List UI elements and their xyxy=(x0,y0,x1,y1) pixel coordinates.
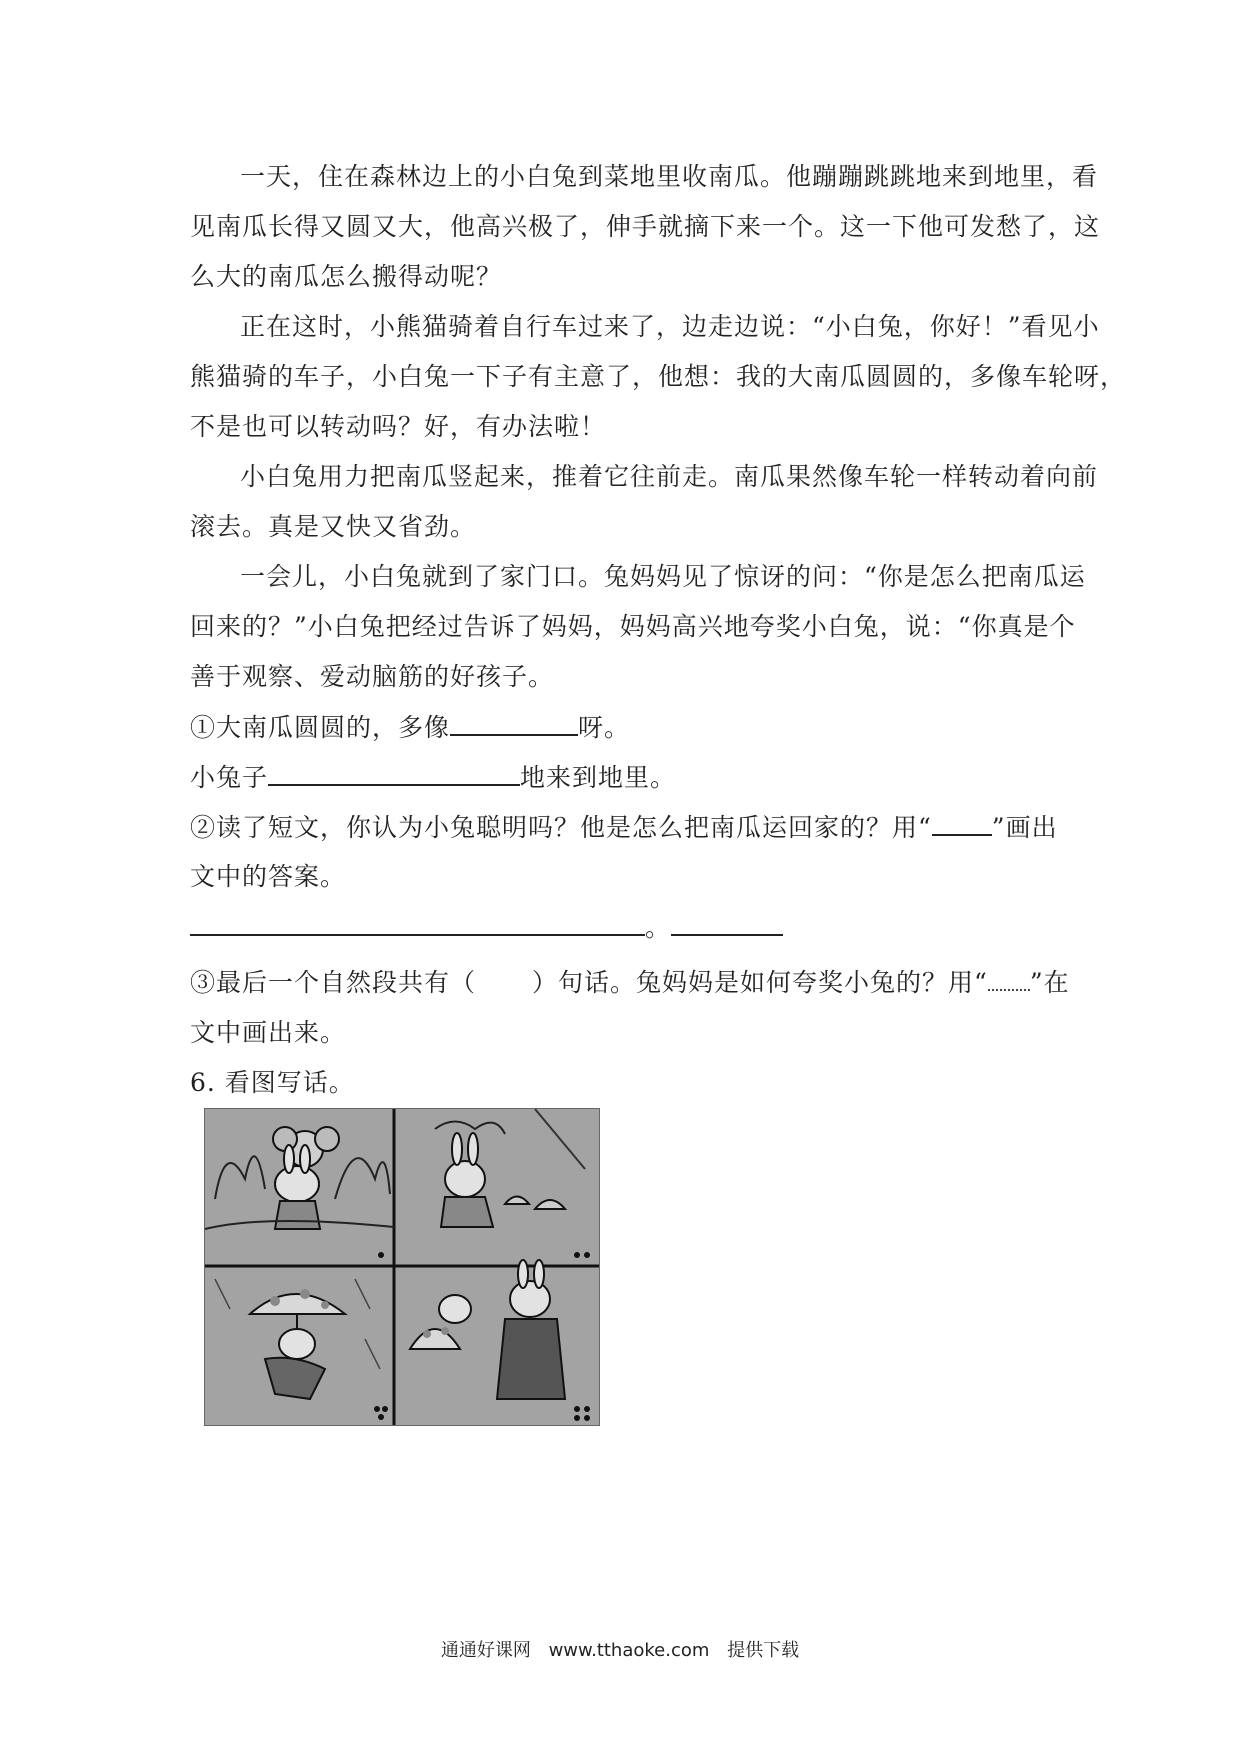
question-text: ）句话。兔妈妈是如何夸奖小兔的？用“ xyxy=(532,968,988,997)
comic-picture xyxy=(204,1108,600,1426)
question-text: 地来到地里。 xyxy=(520,763,677,792)
passage-line: 一天，住在森林边上的小白兔到菜地里收南瓜。他蹦蹦跳跳地来到地里，看 xyxy=(240,162,1099,191)
answer-blank[interactable] xyxy=(671,912,783,936)
passage-line: 滚去。真是又快又省劲。 xyxy=(190,512,477,541)
question-text: ②读了短文，你认为小兔聪明吗？他是怎么把南瓜运回家的？用“ xyxy=(190,813,932,842)
passage-line: 见南瓜长得又圆又大，他高兴极了，伸手就摘下来一个。这一下他可发愁了，这 xyxy=(190,212,1101,241)
passage-line: 不是也可以转动吗？好，有办法啦！ xyxy=(190,412,607,441)
passage-line: 正在这时，小熊猫骑着自行车过来了，边走边说：“小白兔，你好！”看见小 xyxy=(240,312,1100,341)
footer-site-name: 通通好课网 xyxy=(440,1640,531,1661)
question-text: 小兔子 xyxy=(190,763,269,792)
question-3 xyxy=(190,968,1070,998)
page-footer xyxy=(0,1636,1240,1662)
question-text: 呀。 xyxy=(578,713,631,742)
passage-line: 么大的南瓜怎么搬得动呢？ xyxy=(190,262,503,291)
question-2 xyxy=(190,812,1058,843)
passage-line: 善于观察、爱动脑筋的好孩子。 xyxy=(190,662,555,691)
question-text: ”在 xyxy=(1029,968,1070,997)
answer-blank[interactable] xyxy=(268,762,520,786)
passage-line: 一会儿，小白兔就到了家门口。兔妈妈见了惊讶的问：“你是怎么把南瓜运 xyxy=(240,562,1086,591)
answer-blank[interactable] xyxy=(190,912,645,936)
passage-line: 小白兔用力把南瓜竖起来，推着它往前走。南瓜果然像车轮一样转动着向前 xyxy=(240,462,1099,491)
footer-url[interactable]: www.tthaoke.com xyxy=(548,1640,710,1661)
answer-period: 。 xyxy=(645,913,672,942)
question-text: ”画出 xyxy=(991,813,1058,842)
passage-line: 回来的？”小白兔把经过告诉了妈妈，妈妈高兴地夸奖小白兔，说：“你真是个 xyxy=(190,612,1076,641)
comic-strip-image xyxy=(205,1109,599,1425)
passage-line: 熊猫骑的车子，小白兔一下子有主意了，他想：我的大南瓜圆圆的，多像车轮呀， xyxy=(190,362,1127,391)
underline-mark xyxy=(932,812,992,836)
question-1a xyxy=(190,712,630,743)
section-title: 6. 看图写话。 xyxy=(190,1068,355,1097)
question-2-cont: 文中的答案。 xyxy=(190,862,347,891)
footer-download: 提供下载 xyxy=(727,1640,800,1661)
question-3-cont: 文中画出来。 xyxy=(190,1018,347,1047)
answer-blank[interactable] xyxy=(450,712,578,736)
question-2-answer-line xyxy=(190,912,783,943)
question-text: ①大南瓜圆圆的，多像 xyxy=(190,713,451,742)
wavy-underline-mark xyxy=(988,969,1030,991)
question-1b xyxy=(190,762,676,793)
question-text: ③最后一个自然段共有（ xyxy=(190,968,477,997)
